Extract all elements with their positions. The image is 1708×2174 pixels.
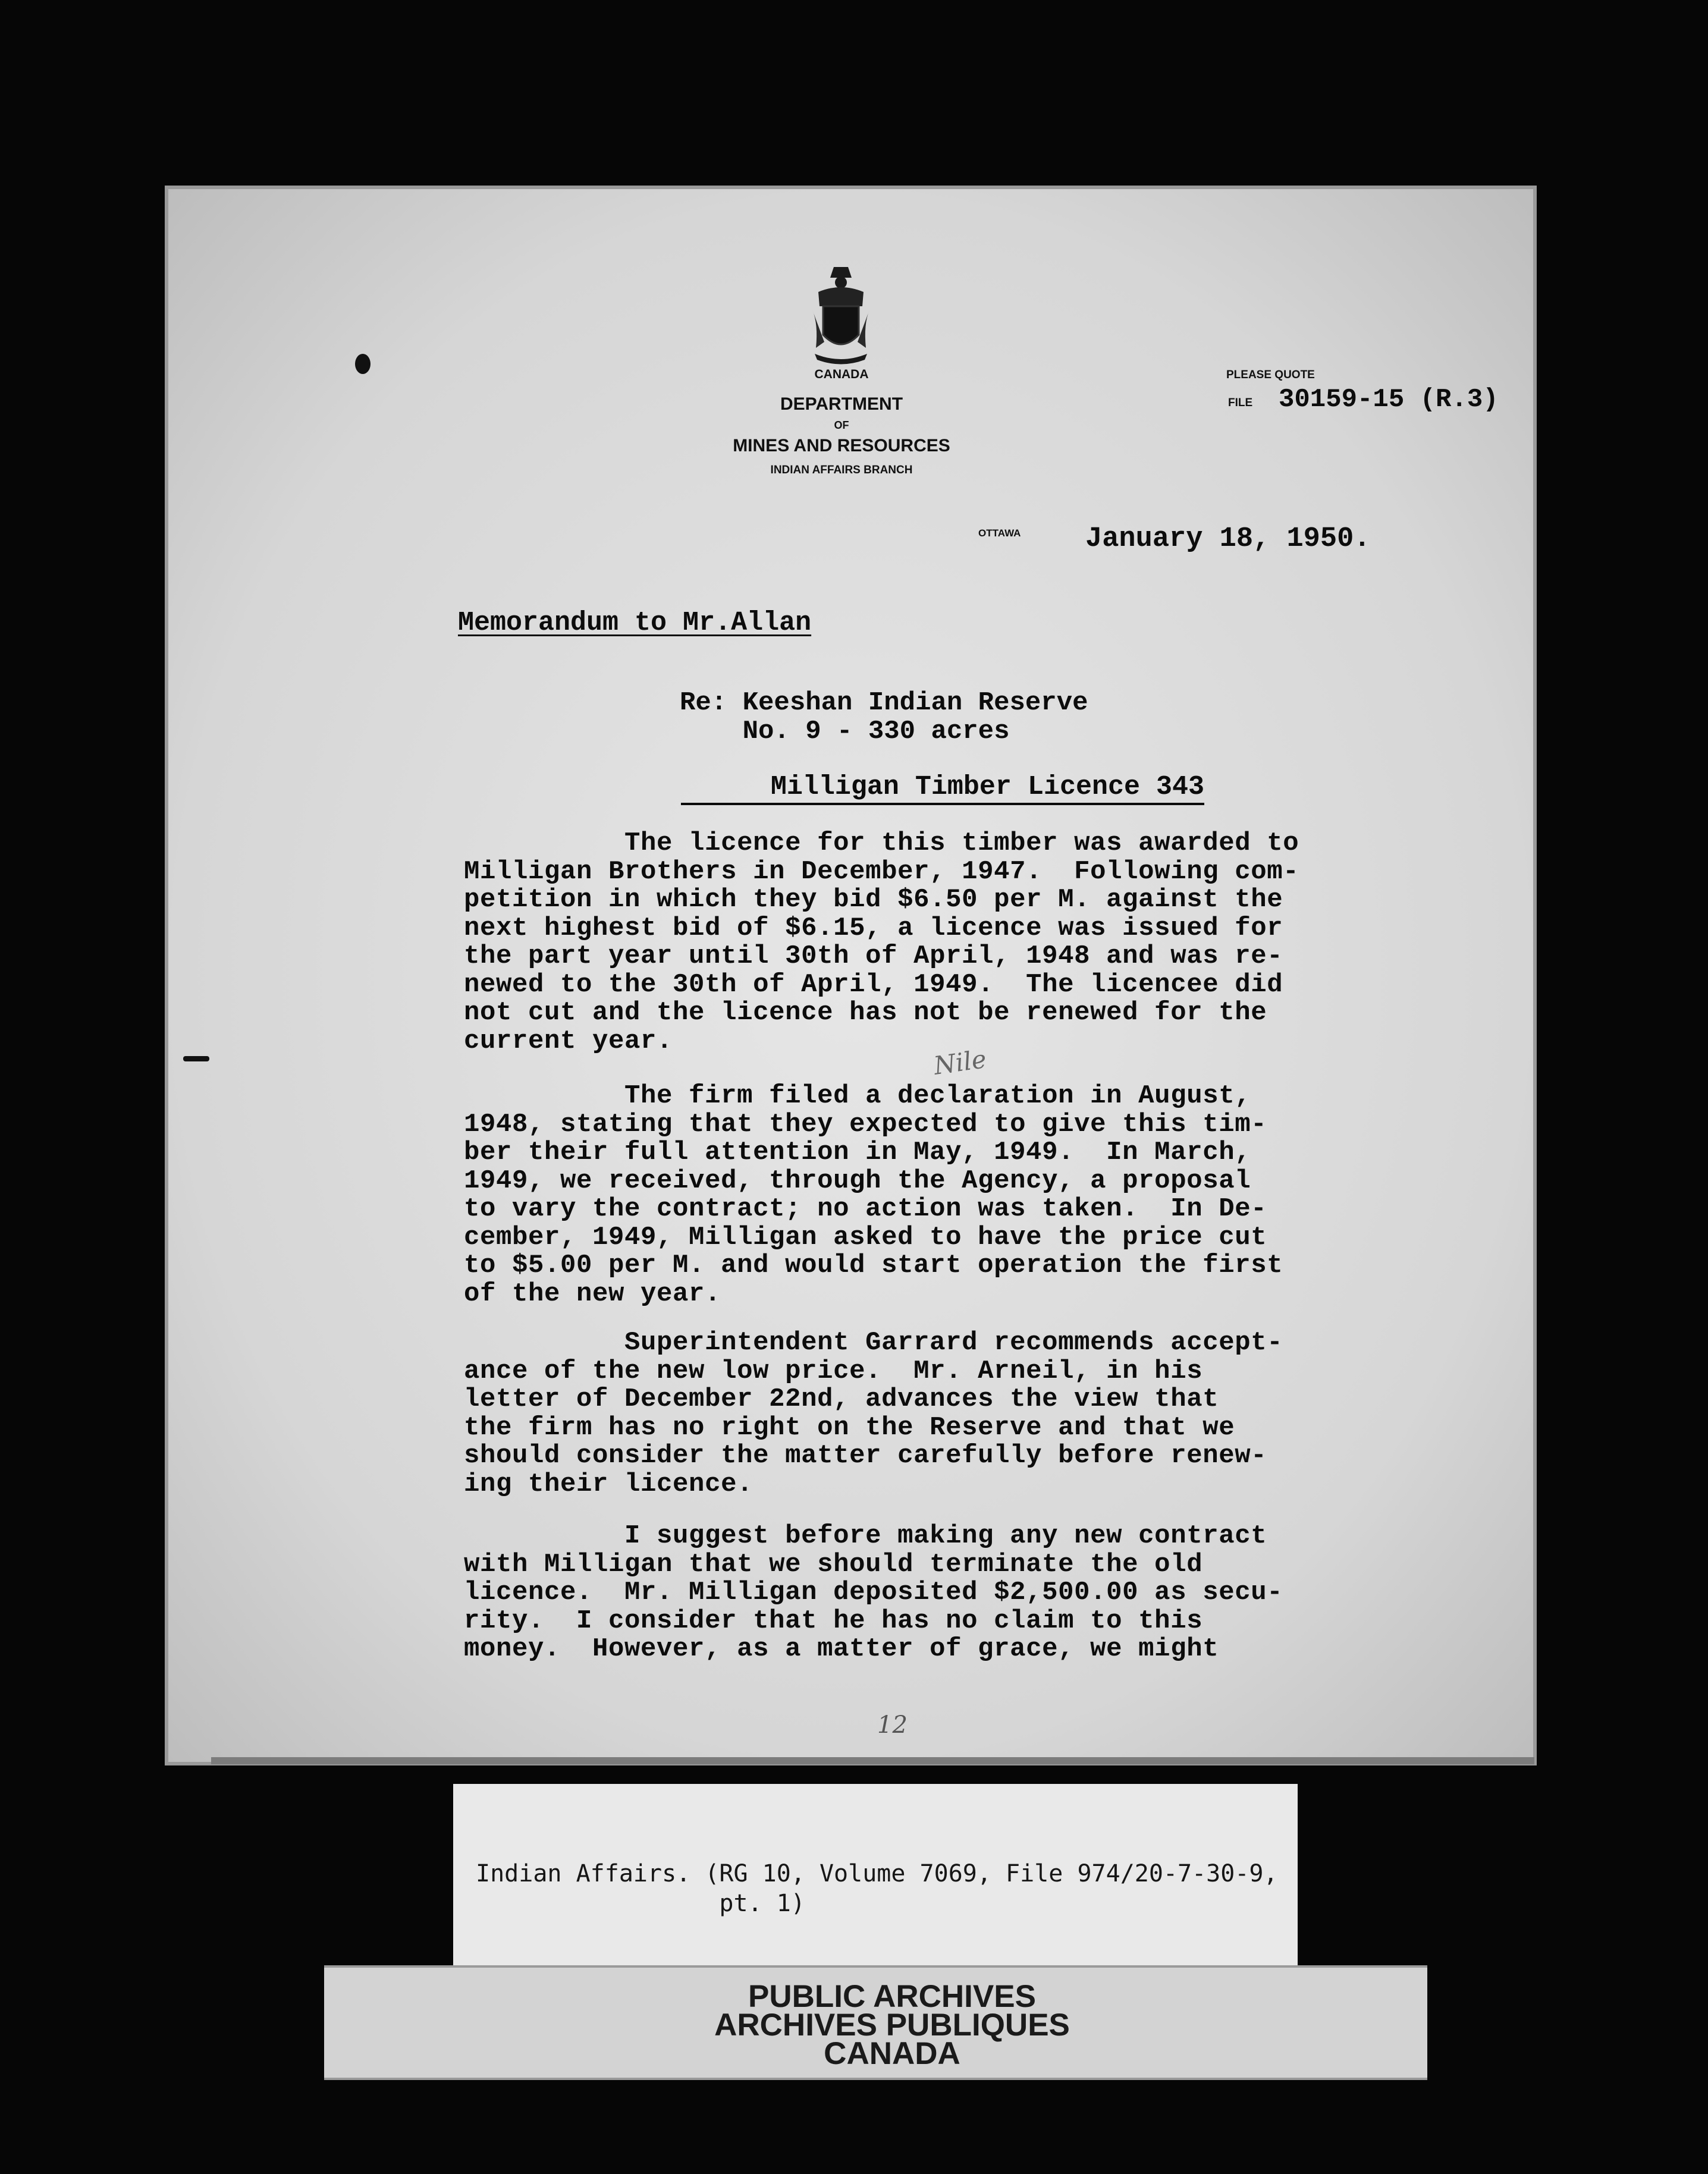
handwritten-mark: Nile: [932, 1044, 988, 1080]
file-number: 30159-15 (R.3): [1279, 385, 1499, 414]
re-block: Re: Keeshan Indian Reserve No. 9 - 330 acres: [680, 688, 1088, 746]
archives-stamp: [624, 1979, 1160, 2071]
margin-mark: [183, 1056, 209, 1061]
letterhead-branch: INDIAN AFFAIRS BRANCH: [770, 464, 913, 476]
paragraph-3: Superintendent Garrard recommends accept- ance of the new low price. Mr. Arneil, in his letter of December 22nd, advances the view that the firm has no right on the Reserve and that we should consider the matter carefully before renew- ing their licence.: [464, 1328, 1283, 1499]
archives-stamp-line-3: CANADA: [824, 2036, 960, 2071]
file-label: FILE: [1228, 397, 1253, 409]
subject-line: Milligan Timber Licence 343: [681, 773, 1204, 805]
letterhead-department: DEPARTMENT: [780, 394, 903, 414]
page-number: 12: [877, 1711, 908, 1739]
place-label: OTTAWA: [978, 527, 1021, 539]
paragraph-1: The licence for this timber was awarded to Milligan Brothers in December, 1947. Following com- petition in which they bid $6.50 per M. against the next highest bid of $6.15, a licence was issued for the part year until 30th of April, 1948 and was re- newed to the 30th of April, 1949. The licencee did not cut and the licence has not be renewed for the current year.: [464, 828, 1299, 1056]
archives-stamp-line-2: ARCHIVES PUBLIQUES: [714, 2008, 1070, 2043]
letterhead-of: OF: [834, 419, 849, 431]
coat-of-arms-icon: [810, 265, 872, 365]
paragraph-4: I suggest before making any new contract with Milligan that we should terminate the old licence. Mr. Milligan deposited $2,500.00 as secu- rity. I consider that he has no claim to this money. However, as a matter of grace, we might: [464, 1521, 1283, 1664]
archives-stamp-line-1: PUBLIC ARCHIVES: [748, 1979, 1036, 2014]
page-shadow: [211, 1757, 1534, 1764]
memo-recipient: Memorandum to Mr.Allan: [458, 608, 812, 638]
paragraph-2: The firm filed a declaration in August, 1948, stating that they expected to give this tim- ber their full attention in May, 1949. In March, 1949, we received, through the Agency, a proposal to vary the contract; no action was taken. In De- cember, 1949, Milligan asked to have the price cut to $5.00 per M. and would start operation the first of the new year.: [464, 1081, 1283, 1309]
archive-caption: Indian Affairs. (RG 10, Volume 7069, File 974/20-7-30-9, pt. 1): [476, 1860, 1278, 1917]
memo-date: January 18, 1950.: [1085, 523, 1371, 555]
please-quote-label: PLEASE QUOTE: [1226, 369, 1315, 381]
letterhead-country: CANADA: [814, 367, 869, 381]
letterhead-ministry: MINES AND RESOURCES: [733, 436, 950, 455]
hole-punch-mark: [355, 354, 371, 374]
